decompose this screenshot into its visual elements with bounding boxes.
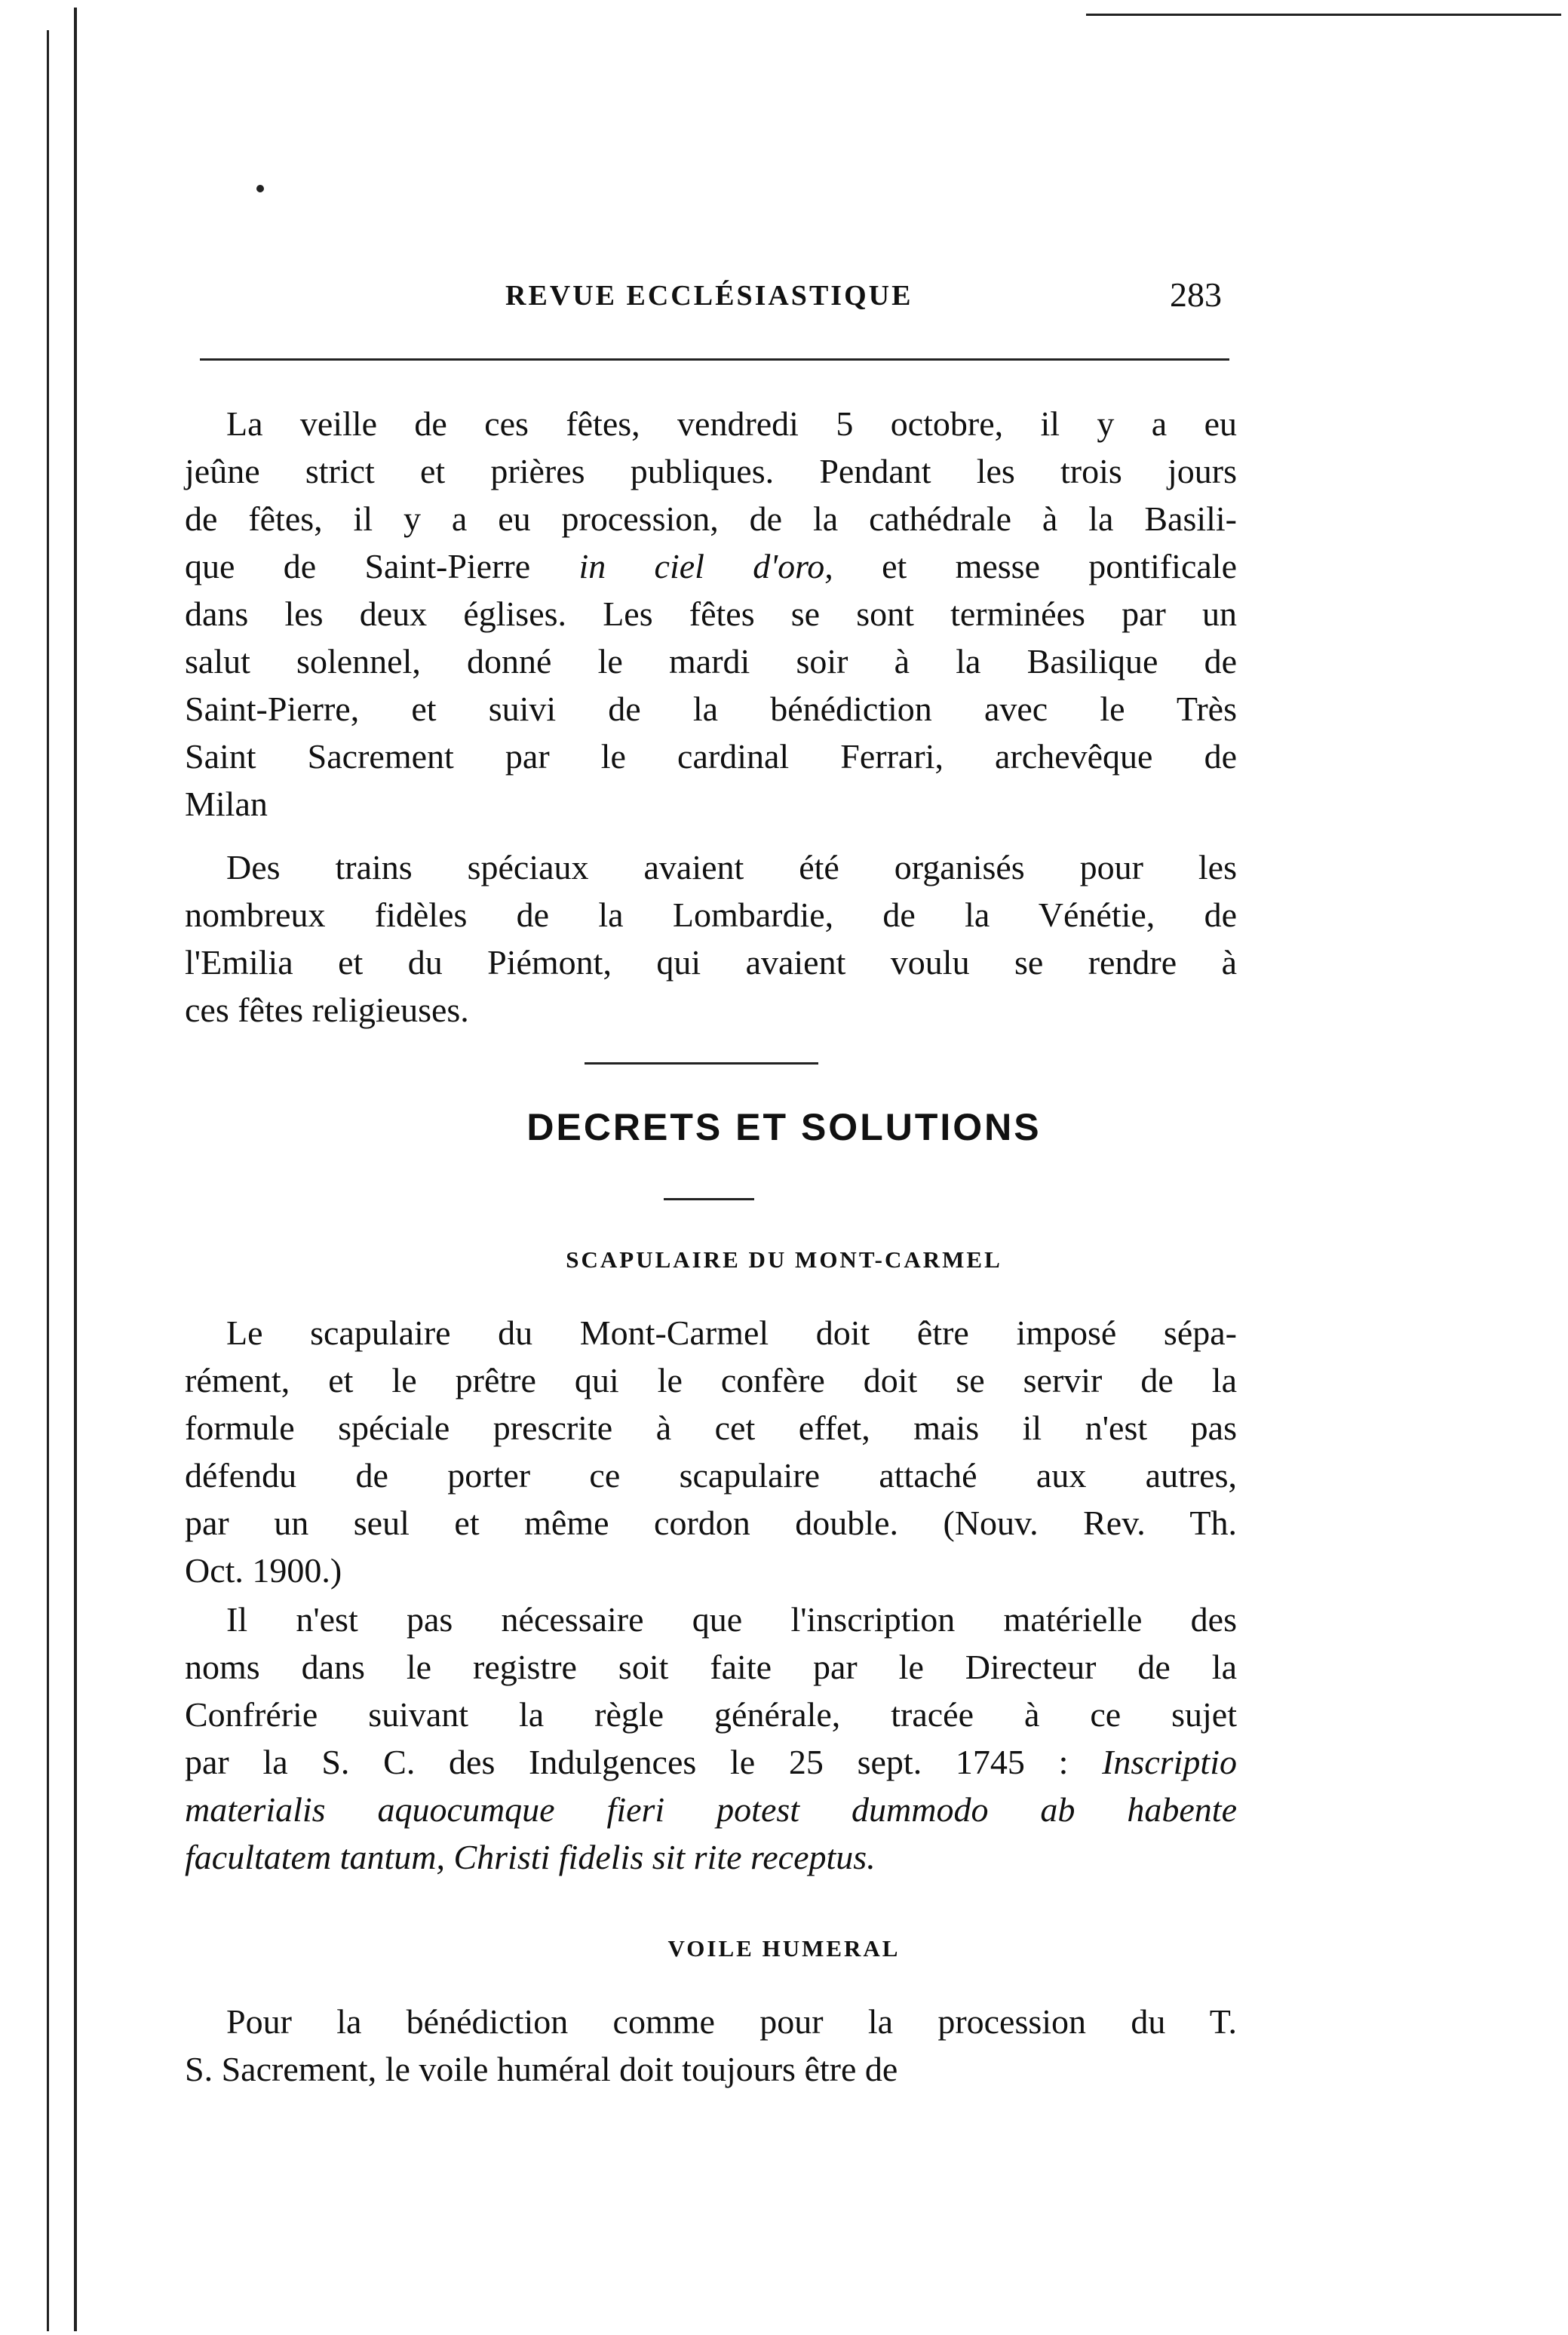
italic-segment: in ciel d'oro, xyxy=(578,547,833,585)
text-line: Des trains spéciaux avaient été organisés pour les xyxy=(226,848,1237,886)
text-line: Le scapulaire du Mont-Carmel doit être imposé sépa- xyxy=(226,1313,1237,1352)
speck xyxy=(256,185,264,192)
text-line: de fêtes, il y a eu procession, de la cathédrale à la Basili- xyxy=(185,499,1237,538)
paragraph-1 xyxy=(185,400,1237,828)
paragraph-4 xyxy=(185,1596,1237,1881)
italic-segment: materialis aquocumque fieri potest dummodo ab habente xyxy=(185,1790,1237,1829)
text-line: Saint-Pierre, et suivi de la bénédiction avec le Très xyxy=(185,690,1237,728)
text-line: l'Emilia et du Piémont, qui avaient voulu se rendre à xyxy=(185,943,1237,982)
text-line xyxy=(185,1833,1237,1881)
paragraph-2 xyxy=(185,843,1237,1034)
text-line: formule spéciale prescrite à cet effet, mais il n'est pas xyxy=(185,1409,1237,1447)
text-segment: que de Saint-Pierre xyxy=(185,547,579,585)
scan-edge-line xyxy=(47,30,49,2331)
page-number: 283 xyxy=(1170,275,1222,314)
text-line: S. Sacrement, le voile huméral doit toujours être de xyxy=(185,2050,898,2088)
text-line: Milan xyxy=(185,785,268,823)
text-line: Pour la bénédiction comme pour la procession du T. xyxy=(226,2002,1237,2041)
title-separator xyxy=(664,1198,754,1200)
paragraph-5 xyxy=(185,1998,1237,2093)
text-line xyxy=(185,1786,1237,1833)
header-rule xyxy=(200,358,1229,361)
text-line: rément, et le prêtre qui le confère doit se servir de la xyxy=(185,1361,1237,1399)
text-line: nombreux fidèles de la Lombardie, de la Vénétie, de xyxy=(185,896,1237,934)
text-segment: et messe pontificale xyxy=(833,547,1237,585)
text-line: par un seul et même cordon double. (Nouv. Rev. Th. xyxy=(185,1504,1237,1542)
text-line: Il n'est pas nécessaire que l'inscription matérielle des xyxy=(226,1600,1237,1639)
text-line xyxy=(185,1738,1237,1786)
subhead-voile: VOILE HUMERAL xyxy=(667,1935,901,1962)
text-line: Oct. 1900.) xyxy=(185,1551,342,1590)
section-separator xyxy=(585,1062,818,1065)
subhead-scapulaire: SCAPULAIRE DU MONT-CARMEL xyxy=(566,1246,1002,1273)
text-line: Confrérie suivant la règle générale, tracée à ce sujet xyxy=(185,1695,1237,1734)
paragraph-3 xyxy=(185,1309,1237,1594)
text-line: défendu de porter ce scapulaire attaché aux autres, xyxy=(185,1456,1237,1495)
text-line: dans les deux églises. Les fêtes se sont terminées par un xyxy=(185,595,1237,633)
text-line: jeûne strict et prières publiques. Pendant les trois jours xyxy=(185,452,1237,490)
italic-segment: Inscriptio xyxy=(1102,1743,1237,1781)
text-line: ces fêtes religieuses. xyxy=(185,991,469,1029)
running-head: REVUE ECCLÉSIASTIQUE xyxy=(505,280,913,312)
text-segment: par la S. C. des Indulgences le 25 sept. 1745 : xyxy=(185,1743,1103,1781)
text-line: salut solennel, donné le mardi soir à la Basilique de xyxy=(185,642,1237,681)
text-line: La veille de ces fêtes, vendredi 5 octobre, il y a eu xyxy=(226,404,1237,443)
scan-top-line xyxy=(1086,14,1561,16)
scan-edge-line-2 xyxy=(74,8,77,2331)
page-header xyxy=(196,275,1237,324)
text-line: Saint Sacrement par le cardinal Ferrari, archevêque de xyxy=(185,737,1237,776)
text-line: noms dans le registre soit faite par le Directeur de la xyxy=(185,1648,1237,1686)
section-title: DECRETS ET SOLUTIONS xyxy=(526,1106,1042,1148)
italic-segment: facultatem tantum, Christi fidelis sit rite receptus. xyxy=(185,1838,876,1876)
text-line xyxy=(185,542,1237,590)
